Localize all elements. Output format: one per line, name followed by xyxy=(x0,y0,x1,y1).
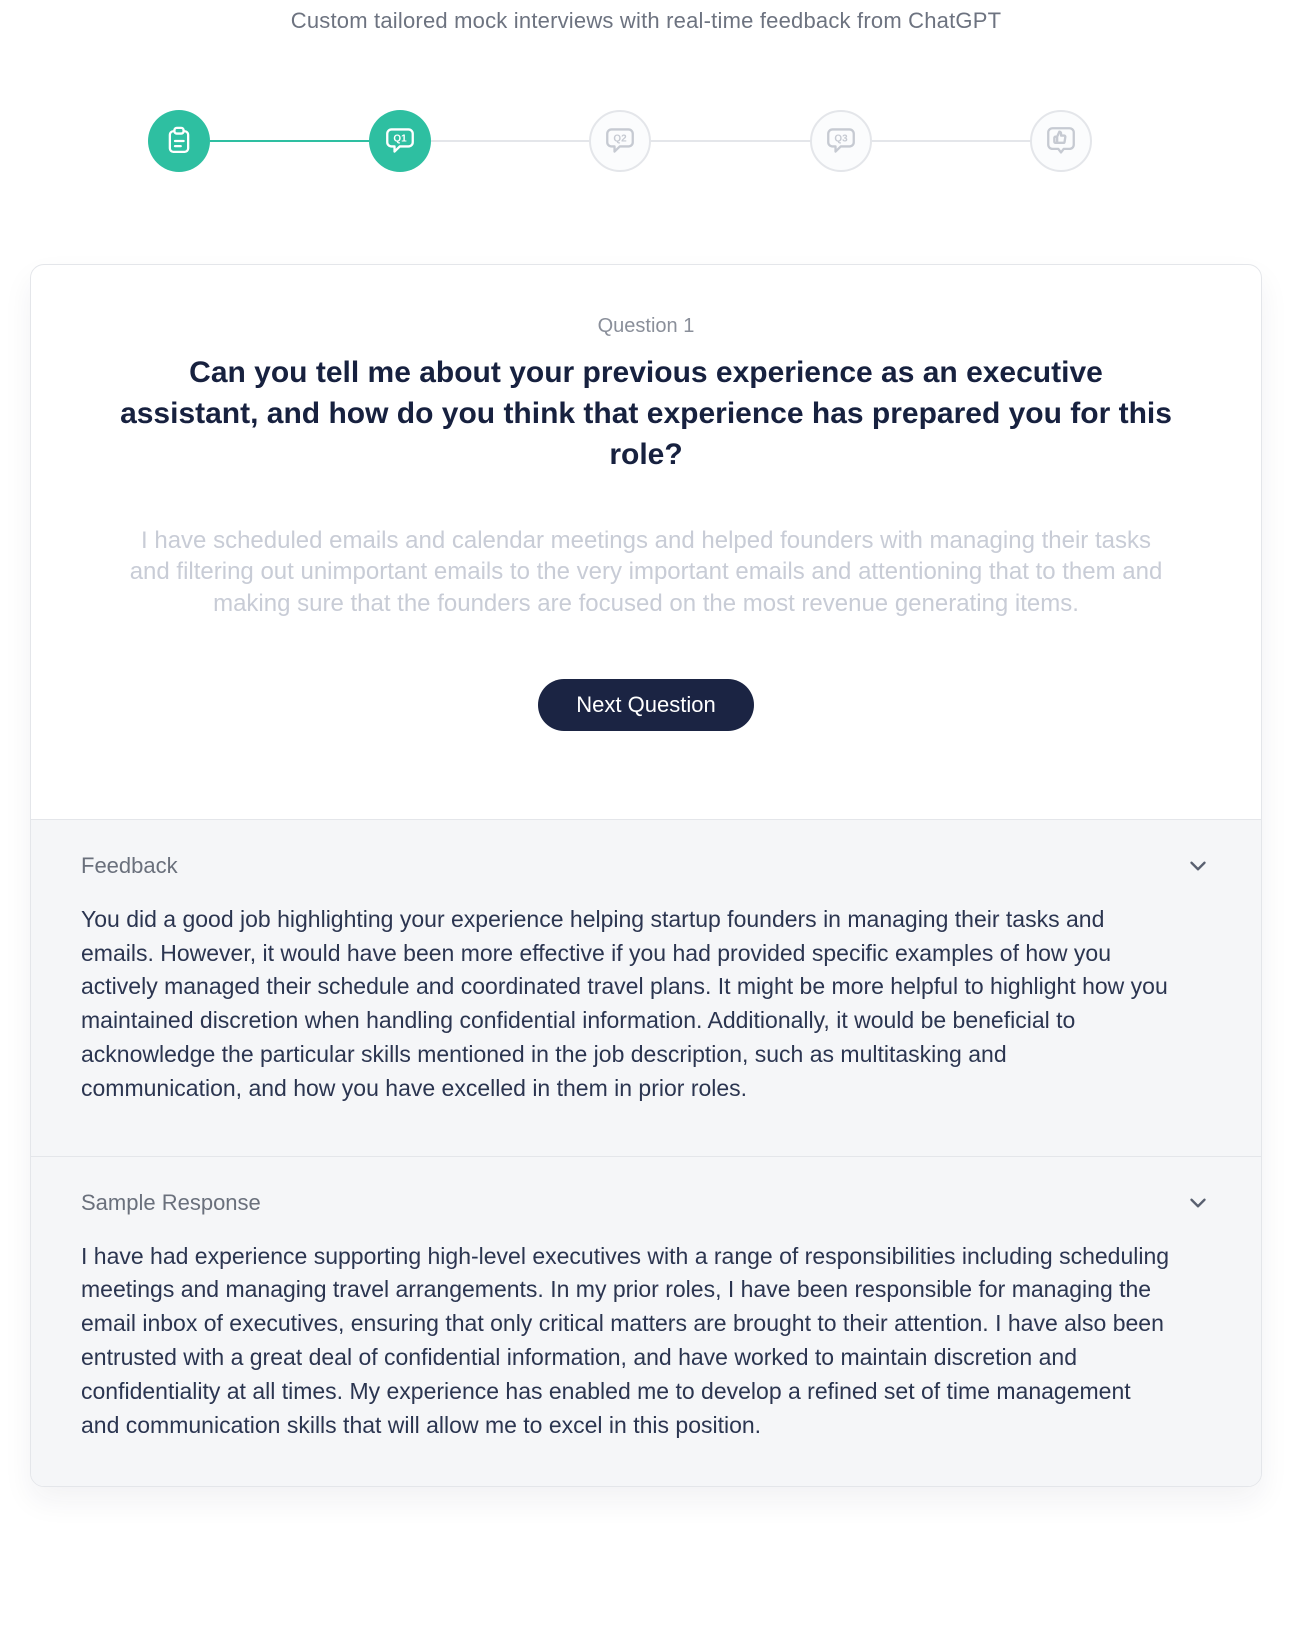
feedback-section-header[interactable] xyxy=(81,853,1211,879)
step-question-1 xyxy=(369,110,431,172)
question-area xyxy=(31,265,1261,819)
progress-stepper xyxy=(148,110,1092,172)
chevron-down-icon[interactable] xyxy=(1185,1190,1211,1216)
step-question-3 xyxy=(810,110,872,172)
step-connector xyxy=(651,140,810,142)
thumbs-up-icon xyxy=(1044,124,1078,158)
question-number-label: Question 1 xyxy=(597,315,695,337)
question-text: Can you tell me about your previous experience as an executive assistant, and how do you think that experience has prepared you for this role? xyxy=(120,356,1172,472)
sample-response-section-header[interactable] xyxy=(81,1190,1211,1216)
step-connector xyxy=(872,140,1031,142)
step-connector xyxy=(210,140,369,142)
step-setup xyxy=(148,110,210,172)
step-results xyxy=(1030,110,1092,172)
interview-card xyxy=(30,264,1262,1487)
step-question-2 xyxy=(589,110,651,172)
step-connector xyxy=(431,140,590,142)
chevron-down-icon[interactable] xyxy=(1185,853,1211,879)
feedback-section xyxy=(31,819,1261,1156)
page-title: Custom tailored mock interviews with real-time feedback from ChatGPT xyxy=(290,8,1002,33)
speech-bubble-q1-icon xyxy=(383,124,417,158)
speech-bubble-q2-icon xyxy=(603,124,637,158)
feedback-section-title: Feedback xyxy=(81,852,178,878)
feedback-body: You did a good job highlighting your experience helping startup founders in managing their tasks and emails. However, it would have been more effective if you had provided specific examples of how you actively managed their schedule and coordinated travel plans. It might be more helpful to highlight how you maintained discretion when handling confidential information. Additionally, it would be beneficial to acknowledge the particular skills mentioned in the job description, such as multitasking and communication, and how you have excelled in them in prior roles. xyxy=(81,905,1168,1101)
next-question-button[interactable]: Next Question xyxy=(538,679,753,731)
speech-bubble-q3-icon xyxy=(824,124,858,158)
sample-response-section-title: Sample Response xyxy=(81,1189,261,1215)
answer-transcript: I have scheduled emails and calendar meetings and helped founders with managing their tasks and filtering out unimportant emails to the very important emails and attentioning that to them and making sure that the founders are focused on the most revenue generating items. xyxy=(129,527,1163,617)
svg-text:Q3: Q3 xyxy=(833,133,848,145)
svg-text:Q2: Q2 xyxy=(613,133,627,145)
sample-response-section xyxy=(31,1156,1261,1487)
clipboard-icon xyxy=(163,125,195,157)
svg-text:Q1: Q1 xyxy=(392,133,407,145)
sample-response-body: I have had experience supporting high-level executives with a range of responsibilities including scheduling meetings and managing travel arrangements. In my prior roles, I have been responsible for managing the email inbox of executives, ensuring that only critical matters are brought to their attention. I have also been entrusted with a great deal of confidential information, and have worked to maintain discretion and confidentiality at all times. My experience has enabled me to develop a refined set of time management and communication skills that will allow me to excel in this position. xyxy=(81,1242,1170,1438)
